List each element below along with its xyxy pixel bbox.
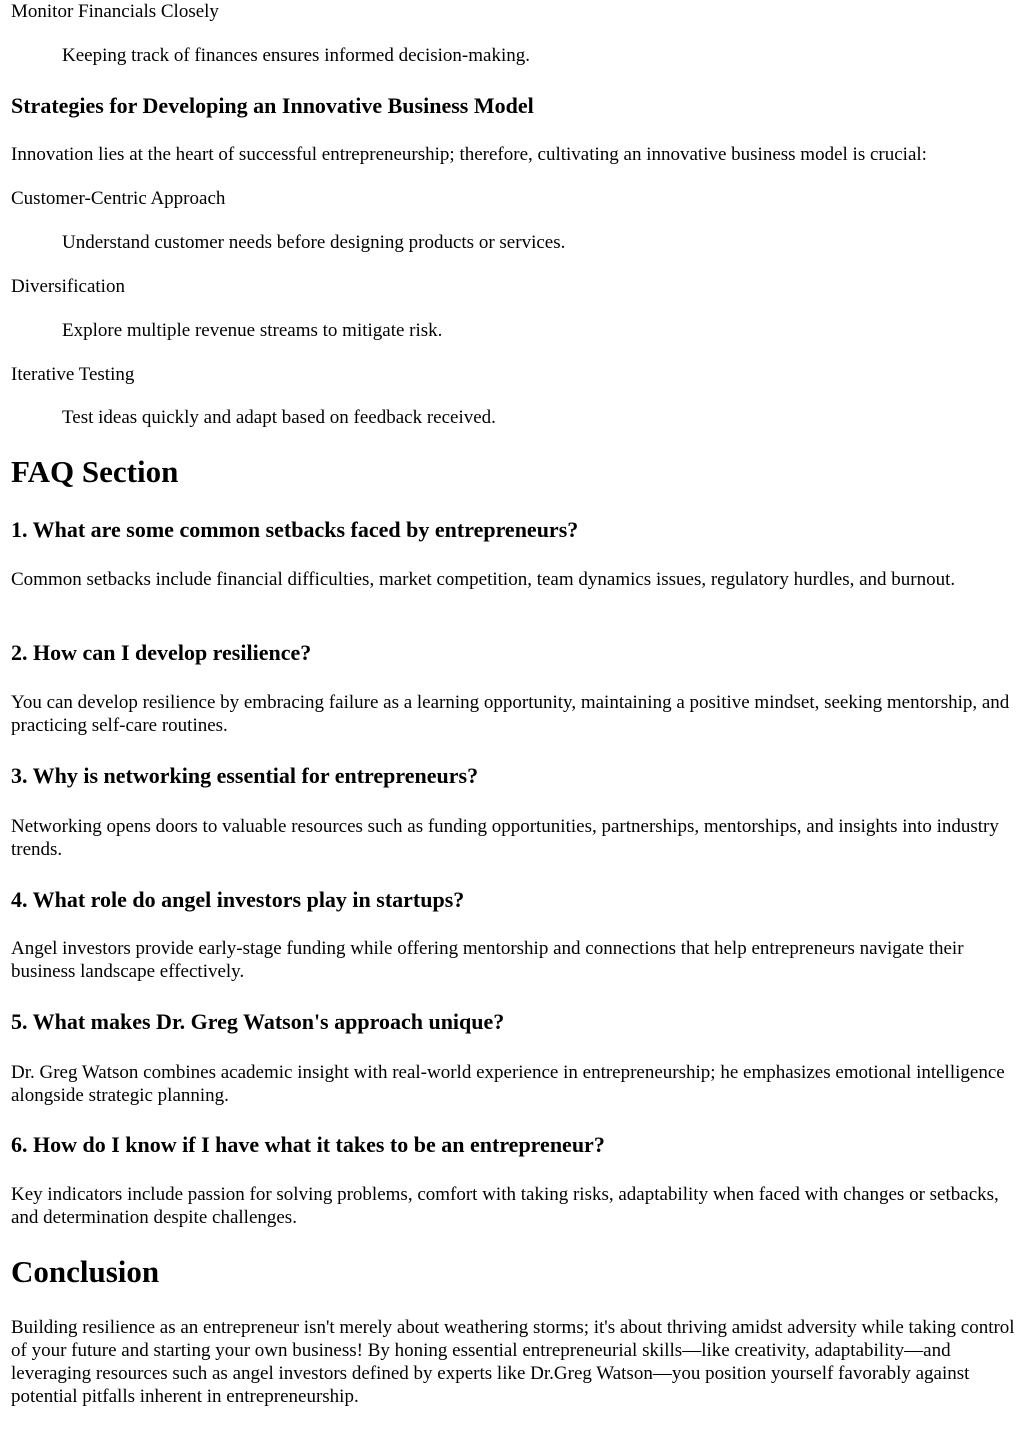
faq-answer-2: You can develop resilience by embracing failure as a learning opportunity, maintaining a positive mindset, seeking mentorship, and practicing self-care routines.: [11, 692, 1010, 736]
faq-question-1: 1. What are some common setbacks faced by entrepreneurs?: [11, 517, 579, 542]
faq-answer-4: Angel investors provide early-stage funding while offering mentorship and connections that help entrepreneurs navigate their business landscape effectively.: [11, 938, 964, 982]
list-term-monitor-financials: Monitor Financials Closely: [11, 1, 219, 22]
faq-question-6: 6. How do I know if I have what it takes to be an entrepreneur?: [11, 1132, 605, 1157]
faq-question-2: 2. How can I develop resilience?: [11, 640, 312, 665]
faq-answer-5: Dr. Greg Watson combines academic insight with real-world experience in entrepreneurship; he emphasizes emotional intelligence alongside strategic planning.: [11, 1062, 1005, 1106]
faq-question-5: 5. What makes Dr. Greg Watson's approach unique?: [11, 1009, 505, 1034]
list-desc-monitor-financials: Keeping track of finances ensures informed decision-making.: [62, 45, 530, 66]
strategies-intro: Innovation lies at the heart of successful entrepreneurship; therefore, cultivating an innovative business model is crucial:: [11, 144, 927, 165]
strategies-heading: Strategies for Developing an Innovative Business Model: [11, 93, 534, 118]
conclusion-paragraph: Building resilience as an entrepreneur isn't merely about weathering storms; it's about thriving amidst adversity while taking control of your future and starting your own business! By honing essential entrepreneurial skills—like creativity, adaptability—and leveraging resources such as angel investors defined by experts like Dr.Greg Watson—you position yourself favorably against potential pitfalls inherent in entrepreneurship.: [11, 1317, 1015, 1407]
list-term-diversification: Diversification: [11, 276, 125, 297]
faq-answer-1: Common setbacks include financial difficulties, market competition, team dynamics issues, regulatory hurdles, and burnout.: [11, 569, 956, 590]
list-term-iterative-testing: Iterative Testing: [11, 364, 135, 385]
faq-question-4: 4. What role do angel investors play in startups?: [11, 887, 465, 912]
list-term-customer-centric: Customer-Centric Approach: [11, 188, 226, 209]
conclusion-heading: Conclusion: [11, 1254, 160, 1289]
faq-heading: FAQ Section: [11, 454, 179, 489]
list-desc-diversification: Explore multiple revenue streams to mitigate risk.: [62, 320, 443, 341]
list-desc-iterative-testing: Test ideas quickly and adapt based on feedback received.: [62, 407, 496, 428]
faq-answer-3: Networking opens doors to valuable resources such as funding opportunities, partnerships, mentorships, and insights into industry trends.: [11, 816, 999, 860]
faq-answer-6: Key indicators include passion for solving problems, comfort with taking risks, adaptability when faced with changes or setbacks, and determination despite challenges.: [11, 1184, 999, 1228]
faq-question-3: 3. Why is networking essential for entrepreneurs?: [11, 763, 479, 788]
list-desc-customer-centric: Understand customer needs before designing products or services.: [62, 232, 566, 253]
